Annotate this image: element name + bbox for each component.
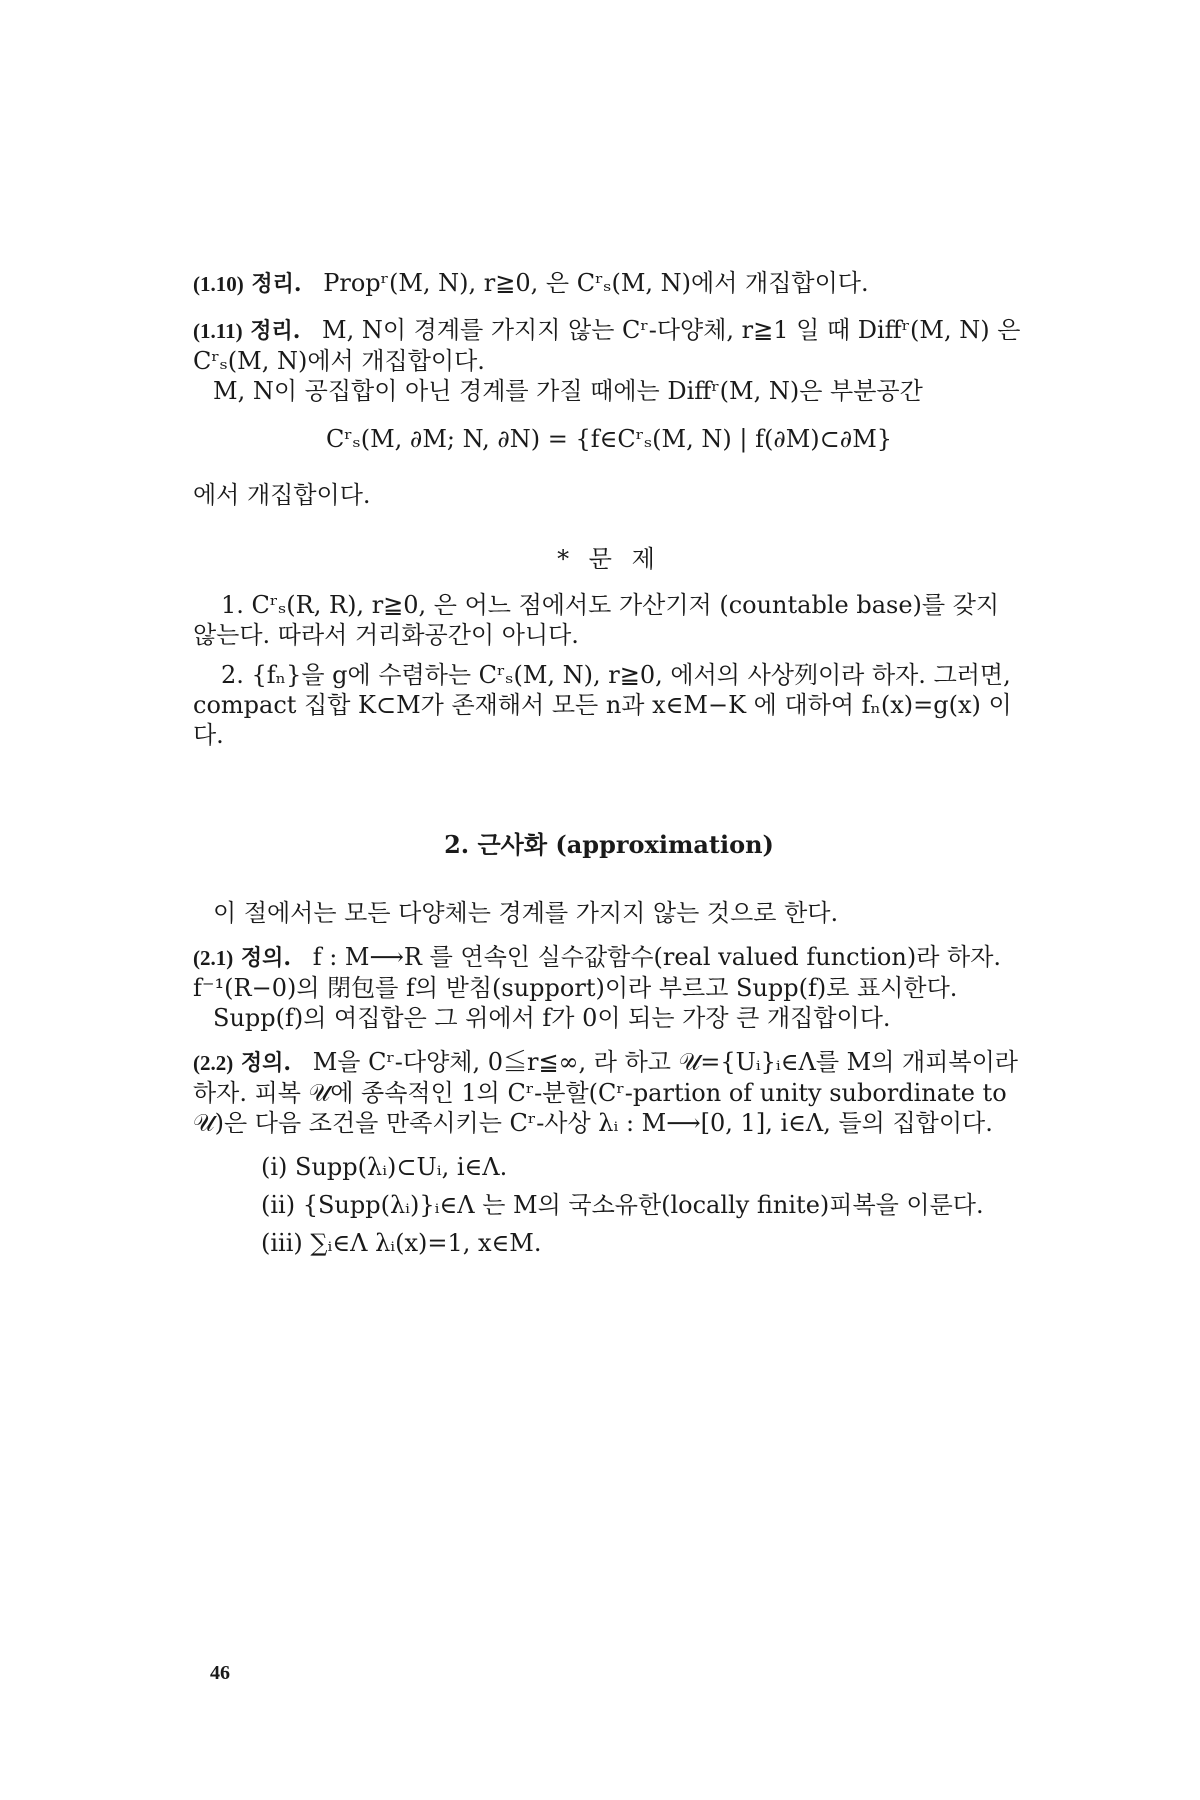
definition-text: f : M⟶R 를 연속인 실수값함수(real valued function)라 하자. f⁻¹(R−0)의 閉包를 f의 받침(support)이라 부르고 Supp(f)로 표시한다. [193,943,1002,1002]
problem-item-1: 1. Cʳₛ(R, R), r≧0, 은 어느 점에서도 가산기저 (countable base)를 갖지 않는다. 따라서 거리화공간이 아니다. [193,591,1000,649]
definition-2-1 [193,942,1025,1003]
definition-label: 정의. [240,945,292,971]
theorem-text: Propʳ(M, N), r≧0, 은 Cʳₛ(M, N)에서 개집합이다. [323,269,869,297]
condition-i: (i) Supp(λᵢ)⊂Uᵢ, i∈Λ. [261,1153,508,1181]
theorem-text: M, N이 경계를 가지지 않는 Cʳ-다양체, r≧1 일 때 Diffʳ(M, N) 은 Cʳₛ(M, N)에서 개집합이다. [193,316,1021,375]
definition-label: 정의. [240,1050,292,1076]
display-formula: Cʳₛ(M, ∂M; N, ∂N) = {f∈Cʳₛ(M, N) | f(∂M)⊂∂M} [325,425,893,453]
problem-item-2: 2. {fₙ}을 g에 수렴하는 Cʳₛ(M, N), r≧0, 에서의 사상列이라 하자. 그러면, compact 집합 K⊂M가 존재해서 모든 n과 x∈M−K 에 대하여 fₙ(x)=g(x) 이다. [193,661,1012,749]
page-number: 46 [210,1662,230,1684]
section-heading: 2. 근사화 (approximation) [444,830,774,859]
section-intro: 이 절에서는 모든 다양체는 경계를 가지지 않는 것으로 한다. [213,899,839,927]
problems-heading: * 문 제 [557,545,661,573]
definition-number: (2.2) [193,1051,234,1075]
theorem-ending: 에서 개집합이다. [193,481,371,509]
definition-text: M을 Cʳ-다양체, 0≦r≦∞, 라 하고 𝒰={Uᵢ}ᵢ∈Λ를 M의 개피복이라 하자. 피복 𝒰에 종속적인 1의 Cʳ-분할(Cʳ-partion of unity subordinate to 𝒰)은 다음 조건을 만족시키는 Cʳ-사상 λᵢ : M⟶[0, 1], i∈Λ, 들의 집합이다. [193,1048,1018,1137]
definition-2-2 [193,1047,1025,1138]
page-body [193,268,1025,1266]
definition-number: (2.1) [193,946,234,970]
condition-iii: (iii) ∑ᵢ∈Λ λᵢ(x)=1, x∈M. [261,1229,542,1257]
theorem-1-10 [193,268,1025,299]
condition-ii: (ii) {Supp(λᵢ)}ᵢ∈Λ 는 M의 국소유한(locally finite)피복을 이룬다. [261,1191,984,1219]
theorem-label: 정리. [251,271,302,297]
theorem-number: (1.10) [193,272,244,296]
theorem-number: (1.11) [193,319,243,343]
theorem-1-11 [193,315,1025,376]
theorem-label: 정리. [250,318,301,344]
definition-continuation: Supp(f)의 여집합은 그 위에서 f가 0이 되는 가장 큰 개집합이다. [213,1004,891,1032]
theorem-continuation: M, N이 공집합이 아닌 경계를 가질 때에는 Diffʳ(M, N)은 부분공간 [213,377,923,405]
